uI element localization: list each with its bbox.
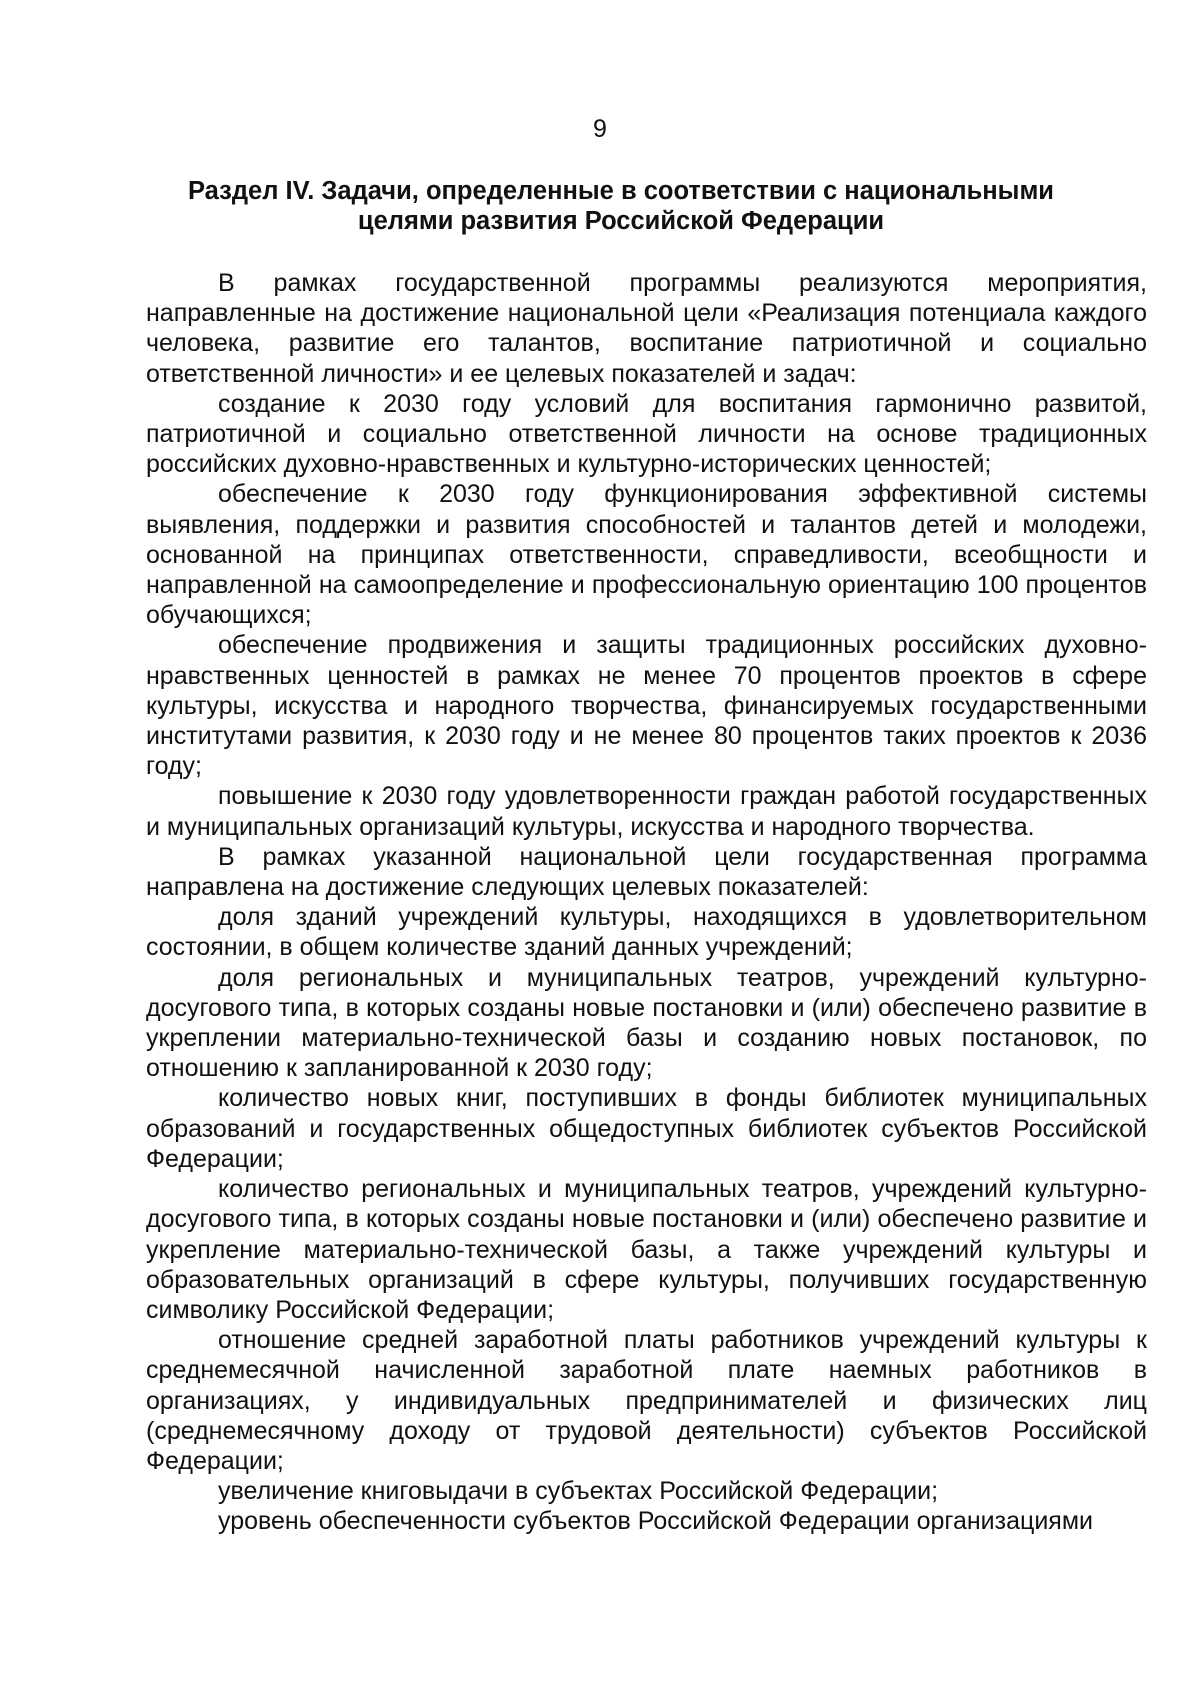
paragraph-task-3: обеспечение продвижения и защиты традиционных российских духовно-нравственных ценностей в рамках не менее 70 процентов проектов в сфере культуры, искусства и народного творчества, финансируемых государственными институтами развития, к 2030 году и не менее 80 процентов таких проектов к 2036 году; <box>146 631 1147 781</box>
paragraph-indicator-3: количество новых книг, поступивших в фонды библиотек муниципальных образований и государственных общедоступных библиотек субъектов Российской Федерации; <box>146 1084 1147 1173</box>
section-heading <box>150 176 1092 236</box>
body-text <box>146 268 1147 1537</box>
paragraph-indicator-5: отношение средней заработной платы работников учреждений культуры к среднемесячной начисленной заработной плате наемных работников в организациях, у индивидуальных предпринимателей и физических лиц (среднемесячному доходу от трудовой деятельности) субъектов Российской Федерации; <box>146 1326 1147 1475</box>
section-heading-line-1: Раздел IV. Задачи, определенные в соответствии с национальными <box>188 177 1054 205</box>
paragraph-task-4: повышение к 2030 году удовлетворенности граждан работой государственных и муниципальных организаций культуры, искусства и народного творчества. <box>146 782 1147 841</box>
paragraph-indicators-intro: В рамках указанной национальной цели государственная программа направлена на достижение следующих целевых показателей: <box>146 842 1147 902</box>
paragraph-indicator-1: доля зданий учреждений культуры, находящихся в удовлетворительном состоянии, в общем количестве зданий данных учреждений; <box>146 903 1147 962</box>
paragraph-task-2: обеспечение к 2030 году функционирования эффективной системы выявления, поддержки и развития способностей и талантов детей и молодежи, основанной на принципах ответственности, справедливости, всеобщности и направленной на самоопределение и профессиональную ориентацию 100 процентов обучающихся; <box>146 480 1147 630</box>
paragraph-task-1: создание к 2030 году условий для воспитания гармонично развитой, патриотичной и социально ответственной личности на основе традиционных российских духовно-нравственных и культурно-исторических ценностей; <box>146 389 1147 479</box>
section-heading-line-2: целями развития Российской Федерации <box>357 207 885 235</box>
paragraph-indicator-7: уровень обеспеченности субъектов Российской Федерации организациями <box>218 1507 1093 1536</box>
paragraph-indicator-6: увеличение книговыдачи в субъектах Российской Федерации; <box>218 1477 939 1506</box>
paragraph-intro: В рамках государственной программы реализуются мероприятия, направленные на достижение национальной цели «Реализация потенциала каждого человека, развитие его талантов, воспитание патриотичной и социально ответственной личности» и ее целевых показателей и задач: <box>146 269 1147 388</box>
paragraph-indicator-4: количество региональных и муниципальных театров, учреждений культурно-досугового типа, в которых созданы новые постановки и (или) обеспечено развитие и укрепление материально-технической базы, а также учреждений культуры и образовательных организаций в сфере культуры, получивших государственную символику Российской Федерации; <box>146 1175 1147 1324</box>
page-number: 9 <box>593 115 607 143</box>
paragraph-indicator-2: доля региональных и муниципальных театров, учреждений культурно-досугового типа, в которых созданы новые постановки и (или) обеспечено развитие в укреплении материально-технической базы и созданию новых постановок, по отношению к запланированной к 2030 году; <box>146 963 1147 1083</box>
